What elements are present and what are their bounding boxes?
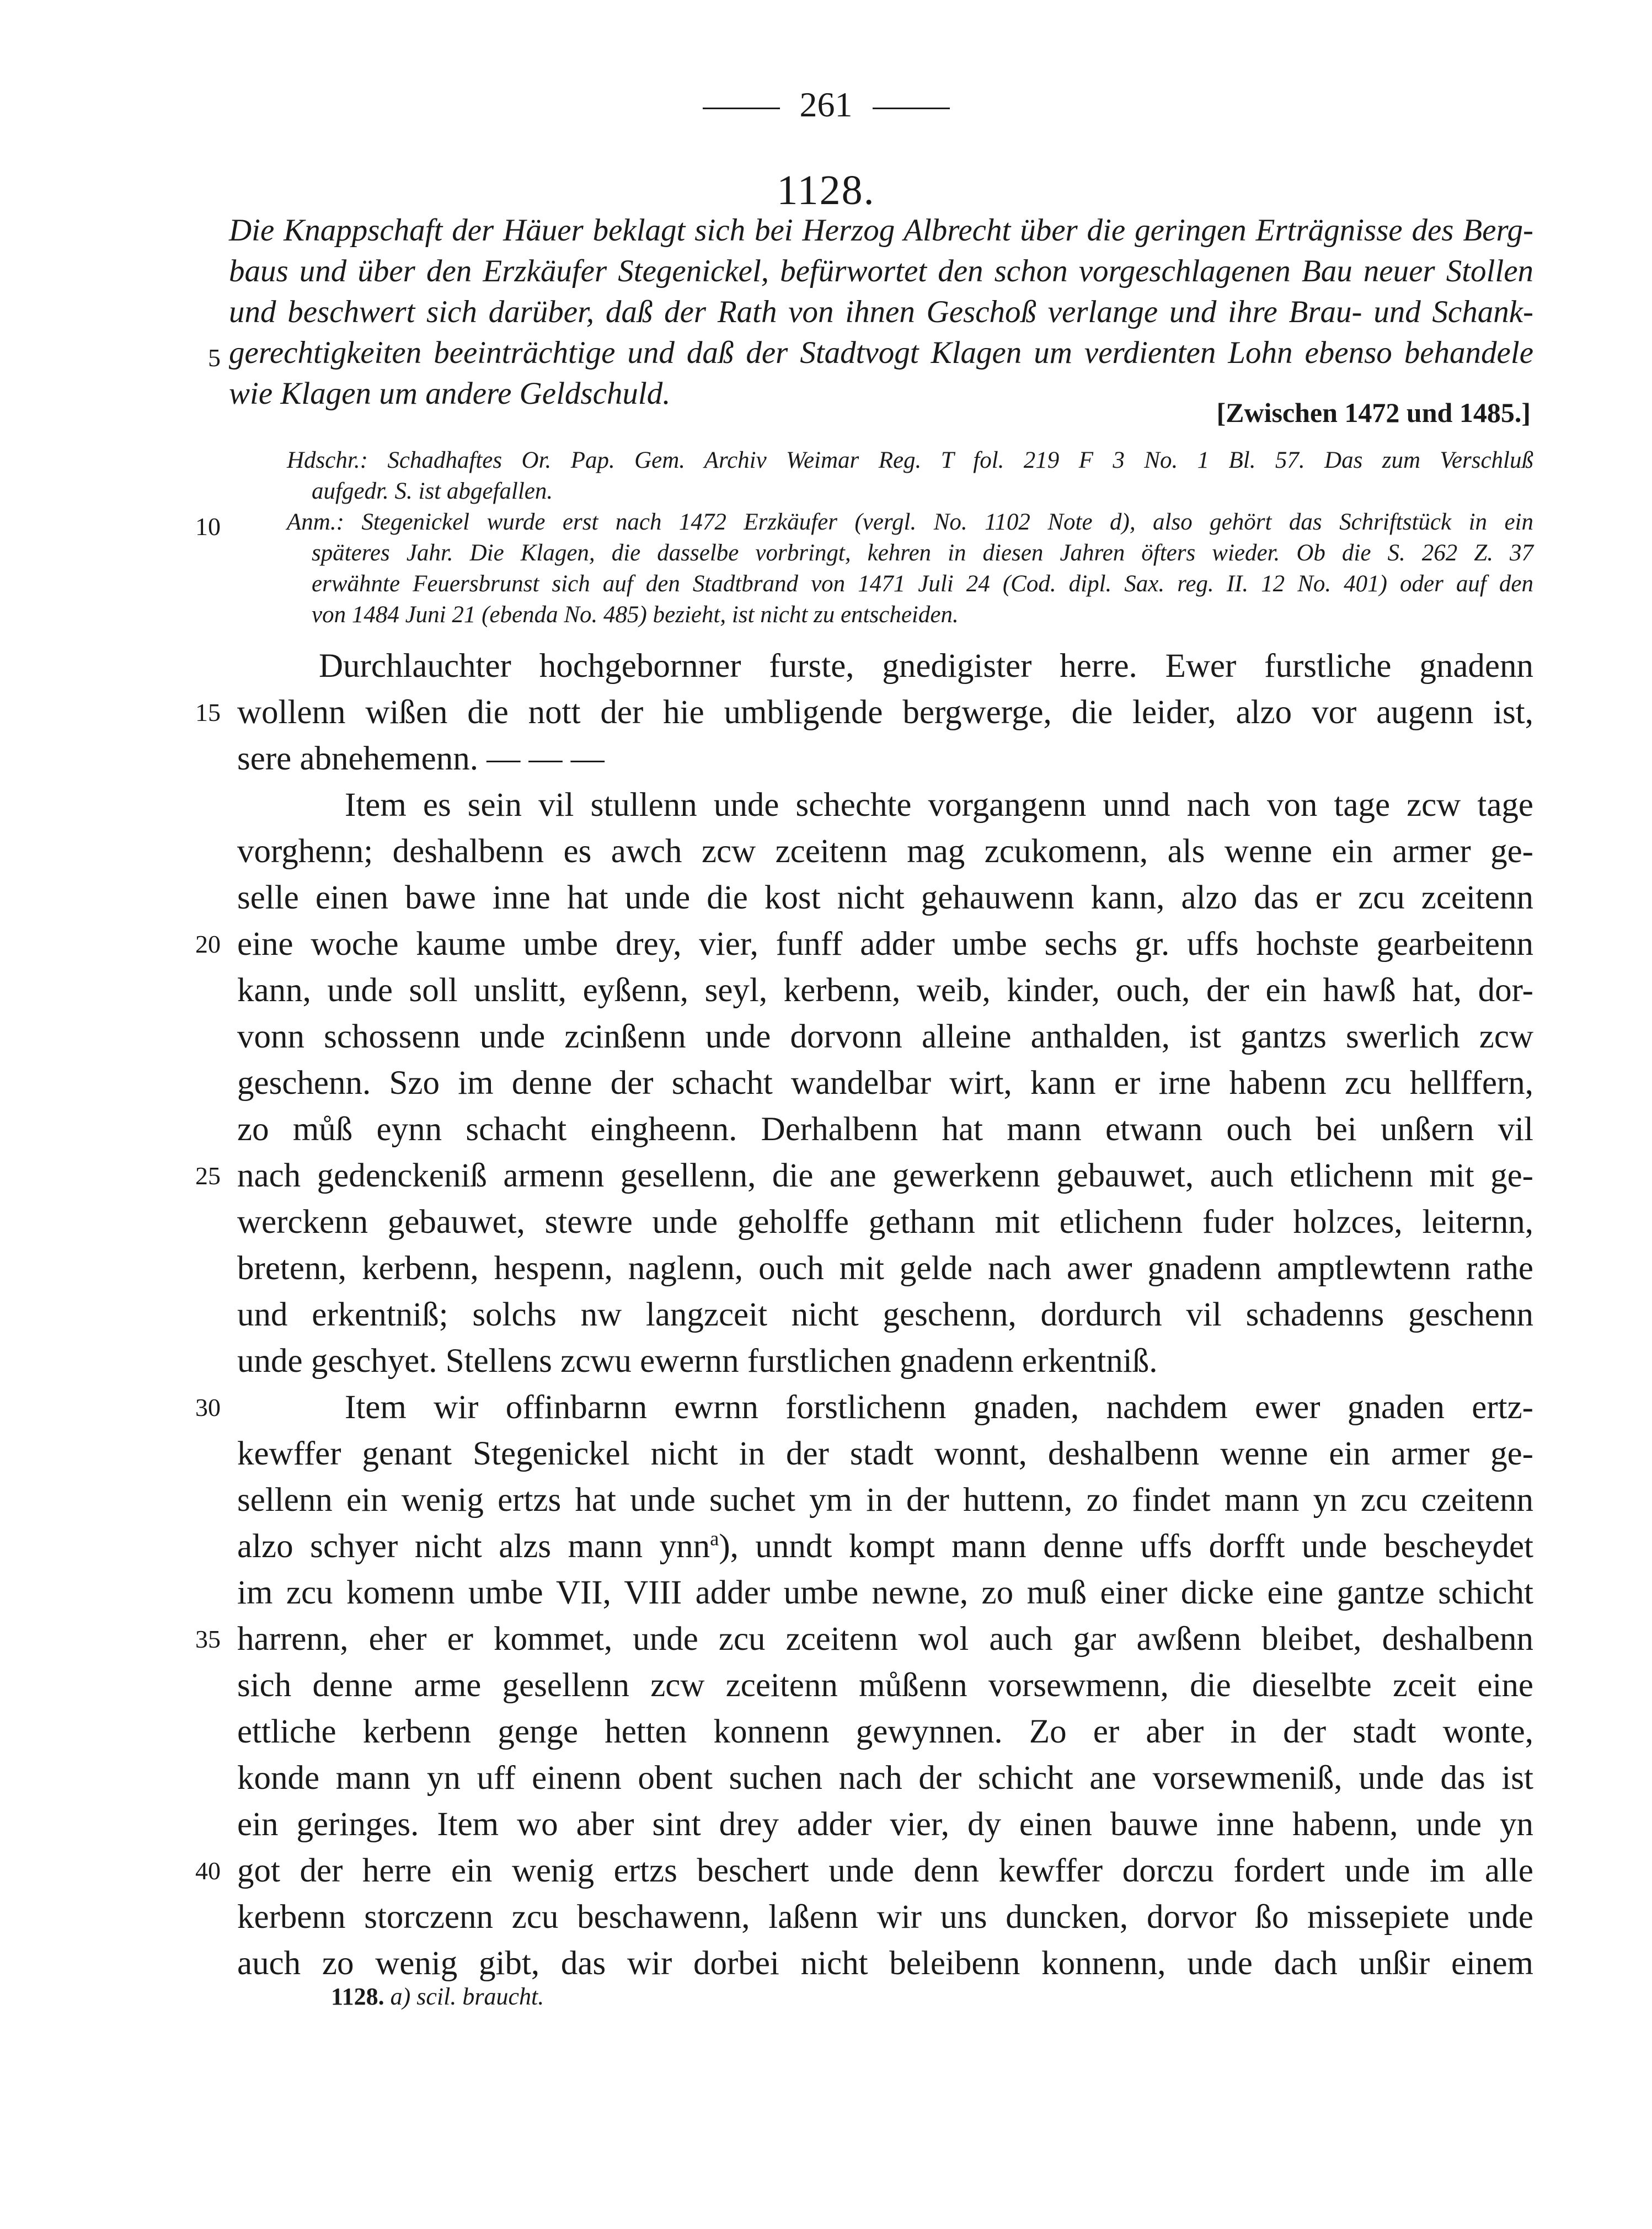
body-line: selle einen bawe inne hat unde die kost nicht gehauwenn kann, alzo das er zcu zceitenn bbox=[237, 879, 1533, 916]
body-line: vorghenn; deshalbenn es awch zcw zceitenn mag zcukomenn, als wenne ein armer ge- bbox=[237, 833, 1533, 870]
body-line: ettliche kerbenn genge hetten konnenn gewynnen. Zo er aber in der stadt wonte, bbox=[237, 1713, 1533, 1750]
body-line: harrenn, eher er kommet, unde zcu zceitenn wol auch gar awßenn bleibet, deshalbenn bbox=[237, 1621, 1533, 1658]
footnote-ref: 1128. bbox=[331, 1983, 384, 2010]
note-line: von 1484 Juni 21 (ebenda No. 485) bezieht, ist nicht zu entscheiden. bbox=[312, 602, 959, 628]
heading-line: wie Klagen um andere Geldschuld. bbox=[229, 376, 671, 411]
body-line: wollenn wißen die nott der hie umbligende bergwerge, die leider, alzo vor augenn ist, bbox=[237, 694, 1533, 731]
body-line: kewffer genant Stegenickel nicht in der stadt wonnt, deshalbenn wenne ein armer ge- bbox=[237, 1435, 1533, 1472]
body-line: kerbenn storczenn zcu beschawenn, laßenn wir uns duncken, dorvor ßo missepiete unde bbox=[237, 1899, 1533, 1936]
line-number: 25 bbox=[195, 1162, 221, 1190]
footnote bbox=[331, 1980, 544, 2013]
line-number: 35 bbox=[195, 1625, 221, 1653]
line-number: 20 bbox=[195, 930, 221, 958]
line-number: 5 bbox=[208, 344, 221, 372]
body-line: got der herre ein wenig ertzs beschert unde denn kewffer dorczu fordert unde im alle bbox=[237, 1852, 1533, 1889]
line-number: 40 bbox=[195, 1857, 221, 1885]
body-text: ), unndt kompt mann denne uffs dorfft unde bescheydet bbox=[719, 1528, 1533, 1565]
body-line: auch zo wenig gibt, das wir dorbei nicht beleibenn konnenn, unde dach unßir einem bbox=[237, 1945, 1533, 1982]
heading-line: Die Knappschaft der Häuer beklagt sich bei Herzog Albrecht über die geringen Erträgnisse des Berg- bbox=[229, 213, 1533, 248]
body-line: vonn schossenn unde zcinßenn unde dorvonn alleine anthalden, ist gantzs swerlich zcw bbox=[237, 1018, 1533, 1055]
body-line: sellenn ein wenig ertzs hat unde suchet ym in der huttenn, zo findet mann yn zcu czeitenn bbox=[237, 1482, 1533, 1519]
rule-left bbox=[703, 108, 780, 109]
page-number bbox=[0, 77, 1652, 132]
line-number: 10 bbox=[195, 512, 221, 541]
line-number: 15 bbox=[195, 698, 221, 726]
note-line: Anm.: Stegenickel wurde erst nach 1472 Erzkäufer (vergl. No. 1102 Note d), also gehört das Schriftstück in ein bbox=[287, 509, 1533, 535]
body-text: alzo schyer nicht alzs mann ynn bbox=[237, 1528, 710, 1565]
body-line: sere abnehemenn. — — — bbox=[237, 740, 605, 777]
body-line: und erkentniß; solchs nw langzceit nicht geschenn, dordurch vil schadenns geschenn bbox=[237, 1296, 1533, 1333]
body-line-with-footnote bbox=[237, 1525, 1533, 1569]
heading-line: baus und über den Erzkäufer Stegenickel, befürwortet den schon vorgeschlagenen Bau neuer Stollen bbox=[229, 254, 1533, 288]
note-line: späteres Jahr. Die Klagen, die dasselbe vorbringt, kehren in diesen Jahren öfters wieder. Ob die S. 262 Z. 37 bbox=[312, 540, 1533, 566]
note-line: Hdschr.: Schadhaftes Or. Pap. Gem. Archiv Weimar Reg. T fol. 219 F 3 No. 1 Bl. 57. Das zum Verschluß bbox=[287, 447, 1533, 473]
body-line: Durchlauchter hochgebornner furste, gnedigister herre. Ewer furstliche gnadenn bbox=[319, 648, 1533, 685]
body-line: Item es sein vil stullenn unde schechte vorgangenn unnd nach von tage zcw tage bbox=[345, 787, 1533, 824]
body-line: kann, unde soll unslitt, eyßenn, seyl, kerbenn, weib, kinder, ouch, der ein hawß hat, dor- bbox=[237, 972, 1533, 1009]
line-number: 30 bbox=[195, 1393, 221, 1421]
body-line: eine woche kaume umbe drey, vier, funff adder umbe sechs gr. uffs hochste gearbeitenn bbox=[237, 926, 1533, 963]
footnote-text: a) scil. braucht. bbox=[390, 1983, 544, 2010]
body-line: zo můß eynn schacht eingheenn. Derhalbenn hat mann etwann ouch bei unßern vil bbox=[237, 1111, 1533, 1148]
heading-line: und beschwert sich darüber, daß der Rath von ihnen Geschoß verlange und ihre Brau- und Schank- bbox=[229, 295, 1533, 329]
body-line: unde geschyet. Stellens zcwu ewernn furstlichen gnadenn erkentniß. bbox=[237, 1343, 1158, 1380]
document-number: 1128. bbox=[777, 167, 875, 213]
body-line: bretenn, kerbenn, hespenn, naglenn, ouch mit gelde nach awer gnadenn amptlewtenn rathe bbox=[237, 1250, 1533, 1287]
body-line: werckenn gebauwet, stewre unde geholffe gethann mit etlichenn fuder holzces, leiternn, bbox=[237, 1204, 1533, 1241]
page-number-text: 261 bbox=[799, 85, 853, 124]
date-bracket: [Zwischen 1472 und 1485.] bbox=[1216, 397, 1531, 428]
heading-line: gerechtigkeiten beeinträchtige und daß der Stadtvogt Klagen um verdienten Lohn ebenso behandele bbox=[229, 335, 1533, 370]
body-line: sich denne arme gesellenn zcw zceitenn můßenn vorsewmenn, die dieselbte zceit eine bbox=[237, 1667, 1533, 1704]
body-line: ein geringes. Item wo aber sint drey adder vier, dy einen bauwe inne habenn, unde yn bbox=[237, 1806, 1533, 1843]
body-line: nach gedenckeniß armenn gesellenn, die ane gewerkenn gebauwet, auch etlichenn mit ge- bbox=[237, 1157, 1533, 1194]
body-line: im zcu komenn umbe VII, VIII adder umbe newne, zo muß einer dicke eine gantze schicht bbox=[237, 1574, 1533, 1611]
footnote-marker: a bbox=[710, 1527, 719, 1550]
body-line: konde mann yn uff einenn obent suchen nach der schicht ane vorsewmeniß, unde das ist bbox=[237, 1760, 1533, 1797]
body-line: geschenn. Szo im denne der schacht wandelbar wirt, kann er irne habenn zcu hellffern, bbox=[237, 1065, 1533, 1102]
note-line: aufgedr. S. ist abgefallen. bbox=[312, 478, 553, 504]
note-line: erwähnte Feuersbrunst sich auf den Stadtbrand von 1471 Juli 24 (Cod. dipl. Sax. reg. II. 12 No. 401) oder auf den bbox=[312, 571, 1533, 597]
rule-right bbox=[873, 108, 950, 109]
body-line: Item wir offinbarnn ewrnn forstlichenn gnaden, nachdem ewer gnaden ertz- bbox=[345, 1389, 1533, 1426]
